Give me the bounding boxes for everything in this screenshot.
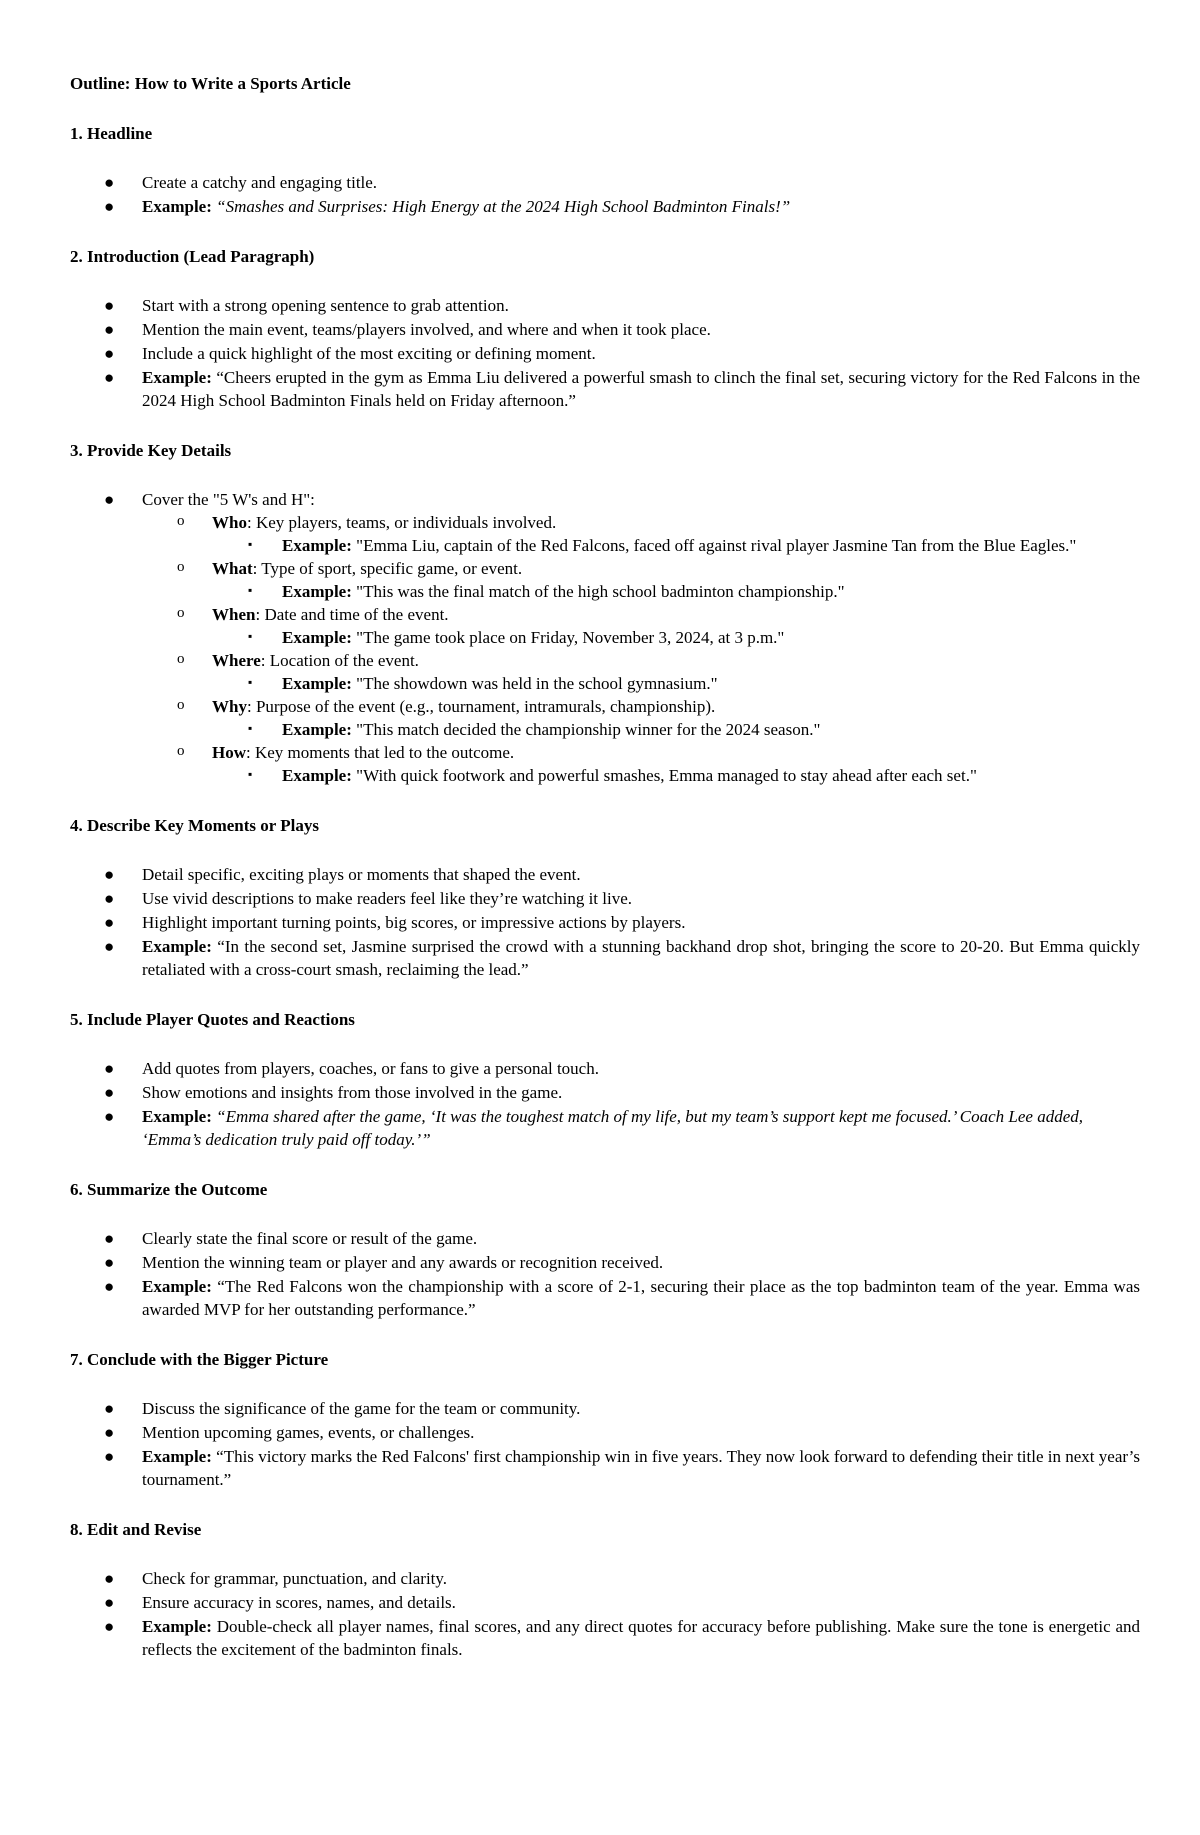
disc-bullet-icon: ● <box>104 1423 115 1442</box>
list-item: ● Mention the winning team or player and any awards or recognition received. <box>104 1253 664 1272</box>
section-introduction <box>70 245 1140 412</box>
disc-bullet-icon: ● <box>104 1569 115 1588</box>
disc-bullet-icon: ● <box>104 368 115 387</box>
list-item: ● Ensure accuracy in scores, names, and details. <box>104 1593 456 1612</box>
example-text: “Cheers erupted in the gym as Emma Liu delivered a powerful smash to clinch the final set, securing victory for the Red Falcons in the 2024 High School Badminton Finals held on Friday afternoon.” <box>142 368 1141 410</box>
disc-bullet-icon: ● <box>104 865 115 884</box>
example-text: “In the second set, Jasmine surprised the crowd with a stunning backhand drop shot, bringing the score to 20-20. But Emma quickly retaliated with a cross-court smash, reclaiming the lead.” <box>142 937 1141 979</box>
list-item: ● Discuss the significance of the game for the team or community. <box>104 1399 581 1418</box>
list-item <box>70 366 1140 412</box>
sub-item-what: o What: Type of sport, specific game, or event. ▪ Example: "This was the final match of the high school badminton championship." <box>70 557 1140 603</box>
section-key-moments <box>70 814 1140 981</box>
section-quotes <box>70 1008 1140 1151</box>
list-item: ● Create a catchy and engaging title. <box>104 173 378 192</box>
example-text: Double-check all player names, final scores, and any direct quotes for accuracy before publishing. Make sure the tone is energetic and reflects the excitement of the badminton finals. <box>142 1617 1141 1659</box>
list-item <box>70 935 1140 981</box>
section-heading: 6. Summarize the Outcome <box>70 1180 268 1199</box>
sub-item-when: o When: Date and time of the event. ▪ Example: "The game took place on Friday, November 3, 2024, at 3 p.m." <box>70 603 1140 649</box>
disc-bullet-icon: ● <box>104 913 115 932</box>
sub-item-who: o Who: Key players, teams, or individuals involved. ▪ Example: "Emma Liu, captain of the Red Falcons, faced off against rival player Jasmine Tan from the Blue Eagles." <box>70 511 1140 557</box>
example-item: ▪ Example: "Emma Liu, captain of the Red Falcons, faced off against rival player Jasmine Tan from the Blue Eagles." <box>70 534 1140 557</box>
square-bullet-icon: ▪ <box>248 583 253 597</box>
section-heading: 4. Describe Key Moments or Plays <box>70 816 319 835</box>
list-item: ● Clearly state the final score or result of the game. <box>104 1229 478 1248</box>
example-label: Example: <box>142 197 212 216</box>
circle-bullet-icon: o <box>177 559 185 575</box>
disc-bullet-icon: ● <box>104 296 115 315</box>
section-headline <box>70 122 1140 218</box>
section-edit-revise <box>70 1518 1140 1661</box>
bullet-list <box>70 294 1140 412</box>
list-item: ● Show emotions and insights from those involved in the game. <box>104 1083 563 1102</box>
bullet-list <box>70 1227 1140 1321</box>
disc-bullet-icon: ● <box>104 1229 115 1248</box>
circle-bullet-icon: o <box>177 513 185 529</box>
disc-bullet-icon: ● <box>104 320 115 339</box>
example-item: ▪ Example: "The game took place on Friday, November 3, 2024, at 3 p.m." <box>70 626 1140 649</box>
example-text: “This victory marks the Red Falcons' first championship win in five years. They now look forward to defending their title in next year’s tournament.” <box>142 1447 1140 1489</box>
list-item: ● Check for grammar, punctuation, and clarity. <box>104 1569 448 1588</box>
disc-bullet-icon: ● <box>104 1593 115 1612</box>
circle-bullet-icon: o <box>177 605 185 621</box>
list-item: ● Highlight important turning points, big scores, or impressive actions by players. <box>104 913 686 932</box>
disc-bullet-icon: ● <box>104 1253 115 1272</box>
sub-sub-list <box>212 580 1140 603</box>
disc-bullet-icon: ● <box>104 889 115 908</box>
example-text: “Emma shared after the game, ‘It was the toughest match of my life, but my team’s support kept me focused.’ Coach Lee added, ‘Emma’s dedication truly paid off today.’” <box>142 1107 1084 1149</box>
disc-bullet-icon: ● <box>104 1617 115 1636</box>
example-label: Example: <box>142 1617 212 1636</box>
bullet-list <box>70 1397 1140 1491</box>
square-bullet-icon: ▪ <box>248 767 253 781</box>
bullet-list <box>70 488 1140 787</box>
example-item: ▪ Example: "With quick footwork and powerful smashes, Emma managed to stay ahead after each set." <box>70 764 1140 787</box>
disc-bullet-icon: ● <box>104 344 115 363</box>
example-item: ▪ Example: "This match decided the championship winner for the 2024 season." <box>70 718 1140 741</box>
square-bullet-icon: ▪ <box>248 675 253 689</box>
section-heading: 7. Conclude with the Bigger Picture <box>70 1350 329 1369</box>
sub-sub-list <box>212 534 1140 557</box>
section-heading: 8. Edit and Revise <box>70 1520 202 1539</box>
disc-bullet-icon: ● <box>104 1277 115 1296</box>
document-title: Outline: How to Write a Sports Article <box>70 74 351 93</box>
example-label: Example: <box>142 937 212 956</box>
bullet-list <box>70 171 1140 218</box>
square-bullet-icon: ▪ <box>248 721 253 735</box>
bullet-list <box>70 1057 1140 1151</box>
square-bullet-icon: ▪ <box>248 537 253 551</box>
circle-bullet-icon: o <box>177 697 185 713</box>
list-item <box>70 1105 1140 1151</box>
circle-bullet-icon: o <box>177 743 185 759</box>
section-heading: 1. Headline <box>70 124 153 143</box>
sub-sub-list <box>212 672 1140 695</box>
example-label: Example: <box>142 1277 212 1296</box>
sub-list <box>142 511 1140 787</box>
disc-bullet-icon: ● <box>104 1107 115 1126</box>
example-item: ▪ Example: "This was the final match of the high school badminton championship." <box>70 580 1140 603</box>
section-key-details <box>70 439 1140 787</box>
list-item <box>70 1445 1140 1491</box>
example-label: Example: <box>142 1107 212 1126</box>
example-label: Example: <box>142 1447 212 1466</box>
example-text: “Smashes and Surprises: High Energy at the 2024 High School Badminton Finals!” <box>216 197 791 216</box>
list-item <box>70 195 1140 218</box>
square-bullet-icon: ▪ <box>248 629 253 643</box>
section-heading: 5. Include Player Quotes and Reactions <box>70 1010 355 1029</box>
example-text: “The Red Falcons won the championship with a score of 2-1, securing their place as the top badminton team of the year. Emma was awarded MVP for her outstanding performance.” <box>142 1277 1140 1319</box>
disc-bullet-icon: ● <box>104 490 115 509</box>
section-bigger-picture <box>70 1348 1140 1491</box>
sub-sub-list <box>212 626 1140 649</box>
disc-bullet-icon: ● <box>104 197 115 216</box>
sub-item-why: o Why: Purpose of the event (e.g., tournament, intramurals, championship). ▪ Example: "This match decided the championship winner for the 2024 season." <box>70 695 1140 741</box>
bullet-list <box>70 863 1140 981</box>
disc-bullet-icon: ● <box>104 1399 115 1418</box>
list-item: ● Cover the "5 W's and H": o Who: Key players, teams, or individuals involved. ▪ Example: "Emma Liu, captain of the Red Falcons, faced off against rival player Jasmine Tan from the Blue Eagles." o What: Type of sport, specific game, or event. ▪ Example: "This was the final match of the high school badminton championship." o When: Date and time of the event. ▪ Example: "The game took place on Friday, November 3, 2024, at 3 p.m." o Where: Location of the event. ▪ Example: "The showdown was held in the school gymnasium." o Why: Purpose of the event (e.g., tournament, intramurals, championship). ▪ Example: "This match decided the championship winner for the 2024 season." o How: Key moments that led to the outcome. ▪ Example: "With quick footwork and powerful smashes, Emma managed to stay ahead after each set." <box>70 488 1140 787</box>
list-item: ● Use vivid descriptions to make readers feel like they’re watching it live. <box>104 889 633 908</box>
sub-sub-list <box>212 718 1140 741</box>
sub-item-how: o How: Key moments that led to the outcome. ▪ Example: "With quick footwork and powerful smashes, Emma managed to stay ahead after each set." <box>70 741 1140 787</box>
list-item: ● Mention the main event, teams/players involved, and where and when it took place. <box>104 320 711 339</box>
list-item: ● Add quotes from players, coaches, or fans to give a personal touch. <box>104 1059 599 1078</box>
disc-bullet-icon: ● <box>104 1059 115 1078</box>
disc-bullet-icon: ● <box>104 1083 115 1102</box>
disc-bullet-icon: ● <box>104 1447 115 1466</box>
bullet-list <box>70 1567 1140 1661</box>
circle-bullet-icon: o <box>177 651 185 667</box>
list-item: ● Detail specific, exciting plays or moments that shaped the event. <box>104 865 581 884</box>
example-item: ▪ Example: "The showdown was held in the school gymnasium." <box>70 672 1140 695</box>
sub-sub-list <box>212 764 1140 787</box>
list-item: ● Include a quick highlight of the most exciting or defining moment. <box>104 344 596 363</box>
section-outcome <box>70 1178 1140 1321</box>
list-item: ● Mention upcoming games, events, or challenges. <box>104 1423 475 1442</box>
disc-bullet-icon: ● <box>104 937 115 956</box>
section-heading: 3. Provide Key Details <box>70 441 232 460</box>
section-heading: 2. Introduction (Lead Paragraph) <box>70 247 315 266</box>
sub-item-where: o Where: Location of the event. ▪ Example: "The showdown was held in the school gymnasium." <box>70 649 1140 695</box>
list-item <box>70 1275 1140 1321</box>
example-label: Example: <box>142 368 212 387</box>
list-item <box>70 1615 1140 1661</box>
list-item: ● Start with a strong opening sentence to grab attention. <box>104 296 509 315</box>
disc-bullet-icon: ● <box>104 173 115 192</box>
